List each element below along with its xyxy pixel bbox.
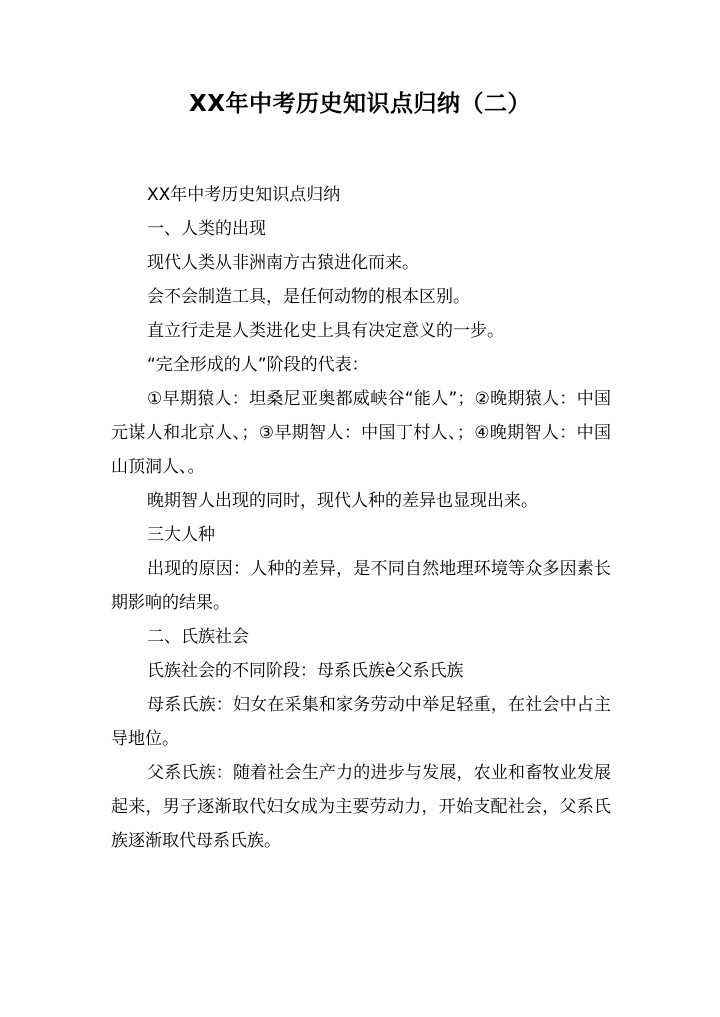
paragraph: ①早期猿人：坦桑尼亚奥都威峡谷“能人”；②晚期猿人：中国元谋人和北京人、；③早期智人：中国丁村人、；④晚期智人：中国山顶洞人、。 <box>111 389 611 477</box>
paragraph: 直立行走是人类进化史上具有决定意义的一步。 <box>147 321 504 341</box>
paragraph: 现代人类从非洲南方古猿进化而来。 <box>147 253 419 273</box>
paragraph: 三大人种 <box>147 525 215 545</box>
paragraph: 父系氏族：随着社会生产力的进步与发展，农业和畜牧业发展起来，男子逐渐取代妇女成为主要劳动力，开始支配社会，父系氏族逐渐取代母系氏族。 <box>111 763 611 851</box>
document-title: XX年中考历史知识点归纳（二） <box>189 91 531 117</box>
paragraph: 会不会制造工具，是任何动物的根本区别。 <box>147 287 470 307</box>
paragraph: 晚期智人出现的同时，现代人种的差异也显现出来。 <box>147 491 538 511</box>
paragraph: XX年中考历史知识点归纳 <box>147 185 341 205</box>
paragraph: 出现的原因：人种的差异，是不同自然地理环境等众多因素长期影响的结果。 <box>111 559 611 613</box>
section-heading: 二、氏族社会 <box>147 627 249 647</box>
section-heading: 一、人类的出现 <box>147 219 266 239</box>
paragraph: 氏族社会的不同阶段：母系氏族è父系氏族 <box>147 661 464 681</box>
paragraph: “完全形成的人”阶段的代表： <box>147 355 369 375</box>
document-body <box>111 178 611 858</box>
paragraph: 母系氏族：妇女在采集和家务劳动中举足轻重，在社会中占主导地位。 <box>111 695 611 749</box>
